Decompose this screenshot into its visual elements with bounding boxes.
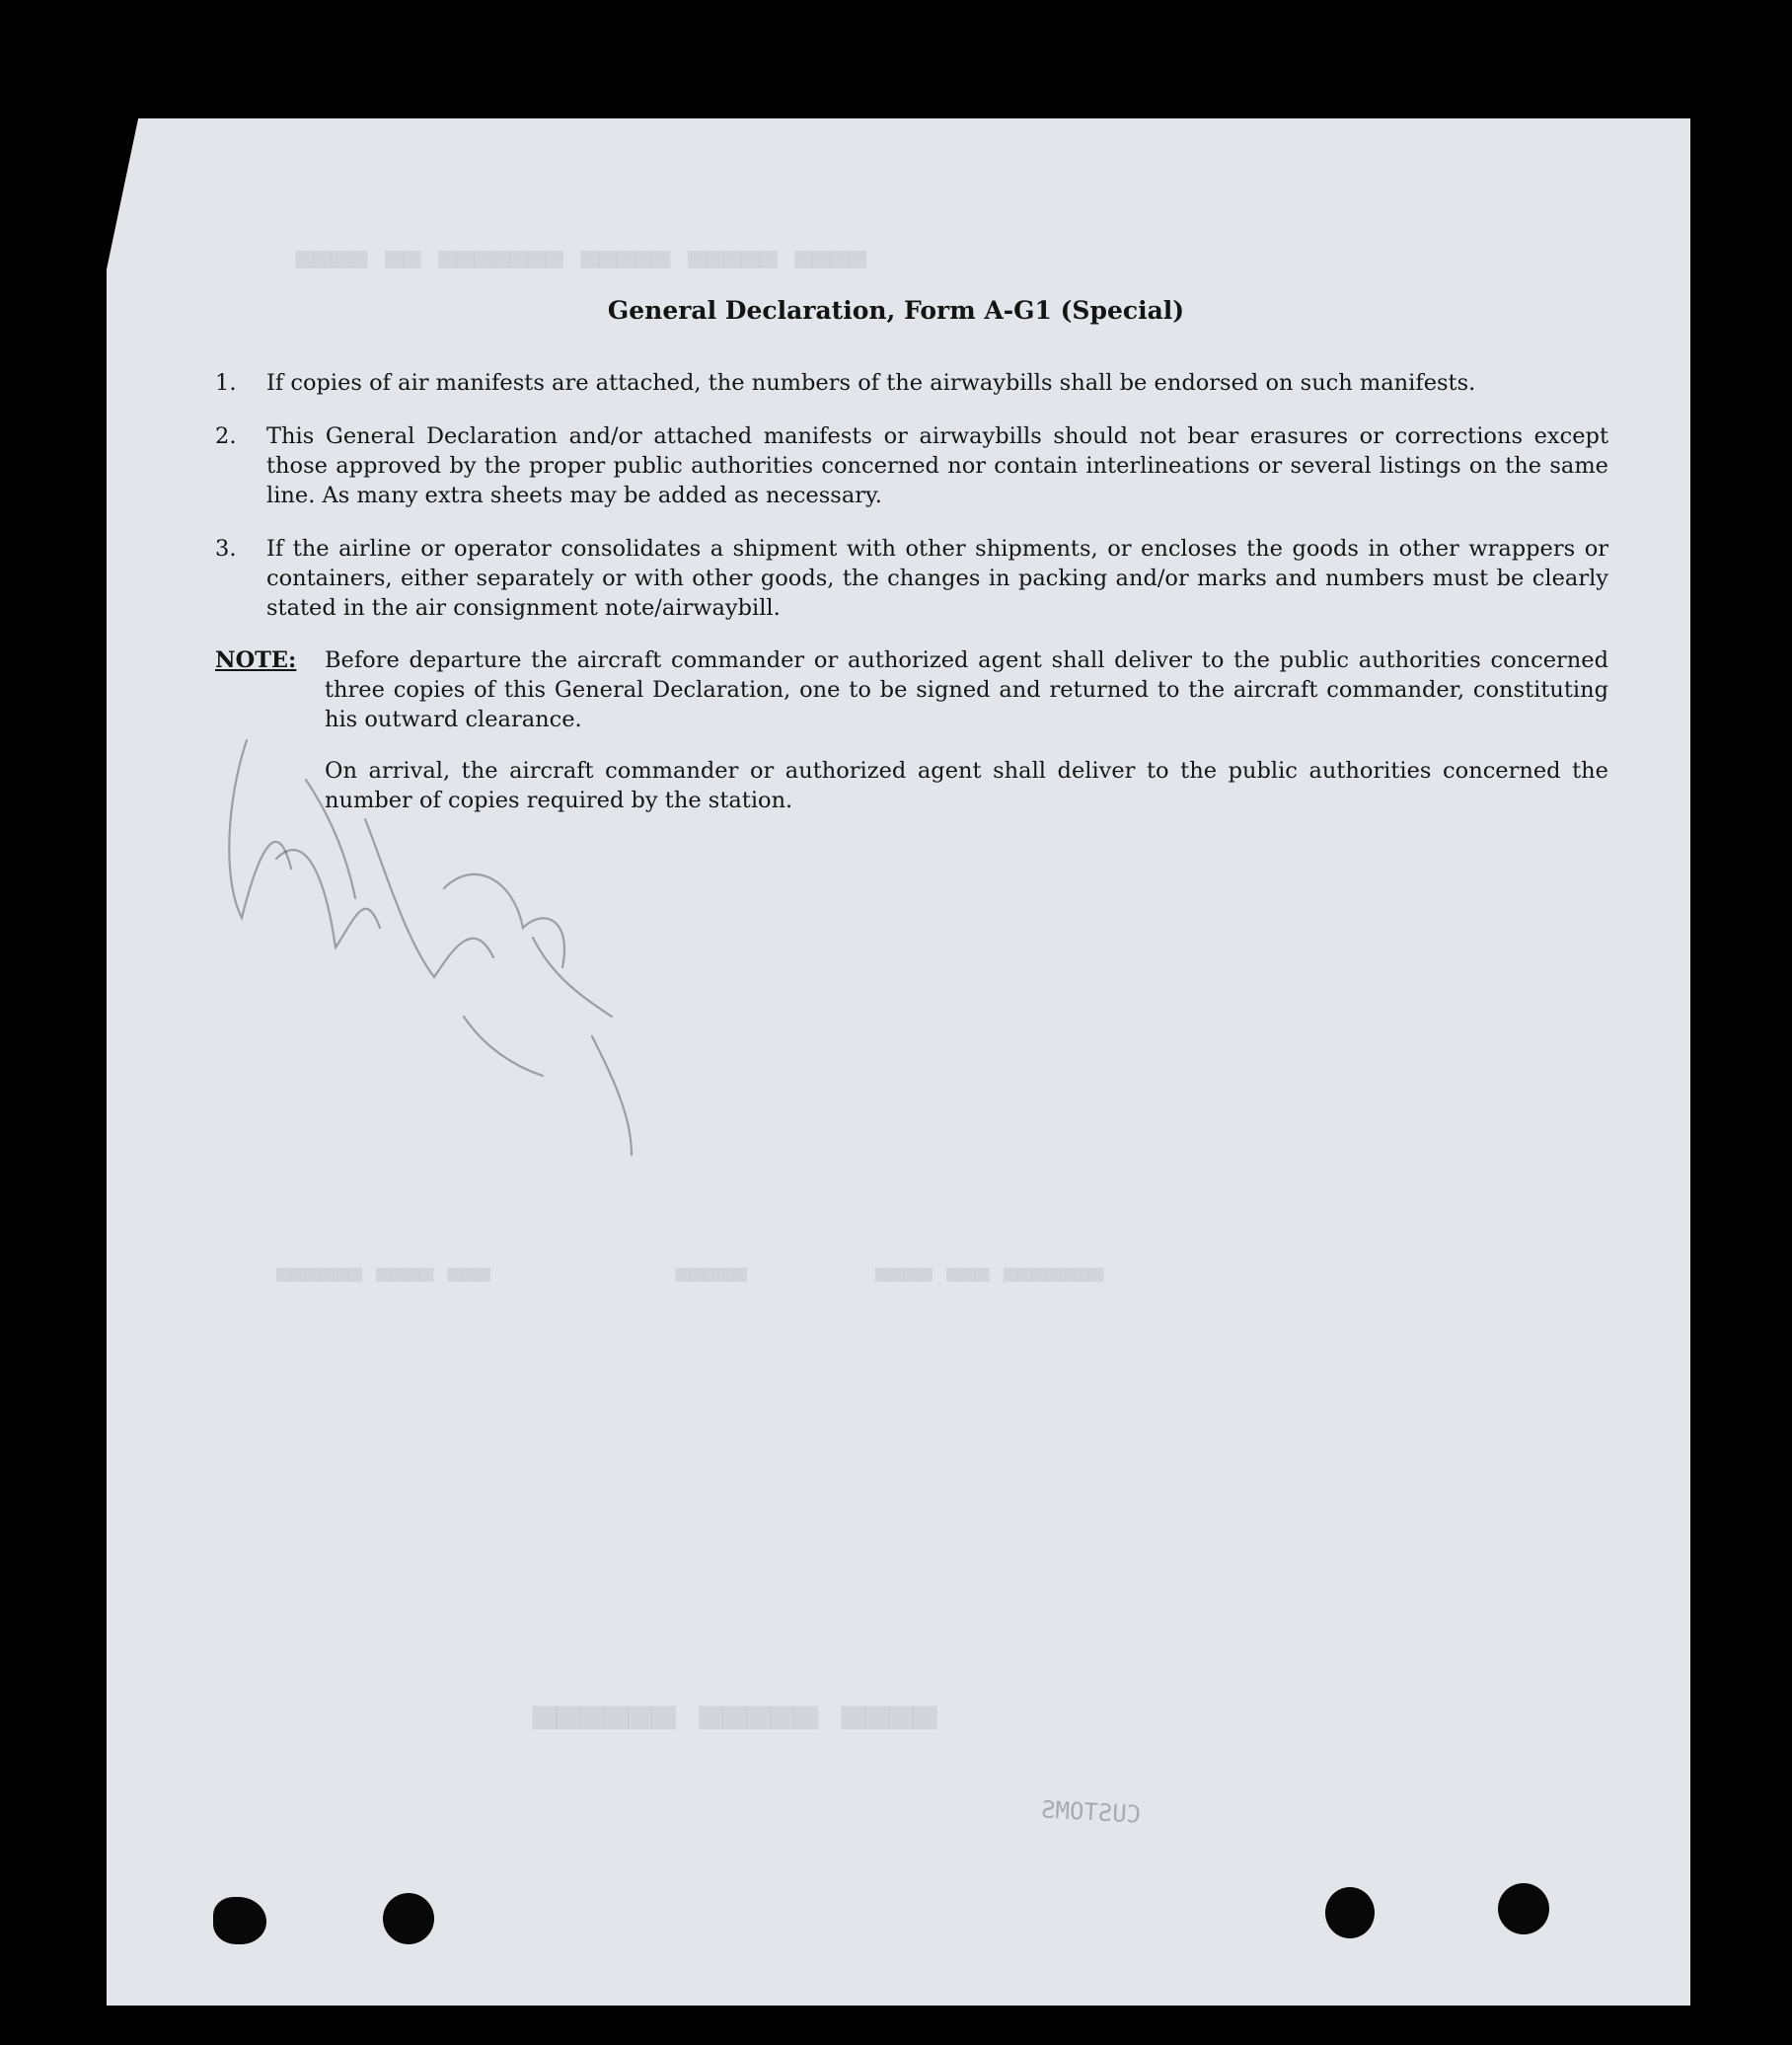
item-text: If copies of air manifests are attached, the numbers of the airwaybills shall be endorsed on such manifests. (266, 370, 1476, 396)
note-label: NOTE: (215, 647, 297, 673)
item-number: 3. (215, 536, 237, 562)
punch-hole-4 (1498, 1883, 1549, 1934)
customs-stamp: CUSTOMS (1040, 1795, 1142, 1829)
instruction-item-2 (215, 421, 1608, 510)
show-through-band-3: ▀▀▀▀ ▀▀▀▀▀ ▀▀▀▀▀▀ (533, 1707, 937, 1753)
item-text: This General Declaration and/or attached manifests or airwaybills should not bear erasures or corrections except those approved by the proper public authorities concerned nor contain interlineations or several listings on the same line. As many extra sheets may be added as necessary. (266, 423, 1608, 508)
document-title: General Declaration, Form A-G1 (Special) (607, 296, 1185, 325)
punch-hole-1 (213, 1897, 266, 1944)
item-text: If the airline or operator consolidates a shipment with other shipments, or encloses the goods in other wrappers or containers, either separately or with other goods, the changes in packing and/or marks and numbers must be clearly stated in the air consignment note/airwaybill. (266, 536, 1608, 621)
instruction-item-1 (215, 368, 1608, 398)
show-through-band-1: ▀▀▀▀ ▀▀▀▀▀ ▀▀▀▀▀ ▀▀▀▀▀▀▀ ▀▀ ▀▀▀▀ (296, 252, 866, 286)
handwritten-signature (217, 720, 730, 1174)
item-number: 2. (215, 423, 237, 449)
note-paragraph-2: On arrival, the aircraft commander or authorized agent shall deliver to the public authorities concerned the number of copies required by the station. (325, 758, 1608, 813)
show-through-band-2: ▀▀▀▀▀▀▀ ▀▀▀ ▀▀▀▀ ▀▀▀▀▀ ▀▀▀ ▀▀▀▀ ▀▀▀▀▀▀ (276, 1268, 1104, 1296)
item-number: 1. (215, 370, 237, 396)
punch-hole-2 (383, 1893, 434, 1944)
instruction-item-3 (215, 534, 1608, 623)
note-paragraph-1: Before departure the aircraft commander or authorized agent shall deliver to the public authorities concerned three copies of this General Declaration, one to be signed and returned to the aircraft commander, constituting his outward clearance. (325, 647, 1608, 732)
punch-hole-3 (1325, 1887, 1375, 1938)
